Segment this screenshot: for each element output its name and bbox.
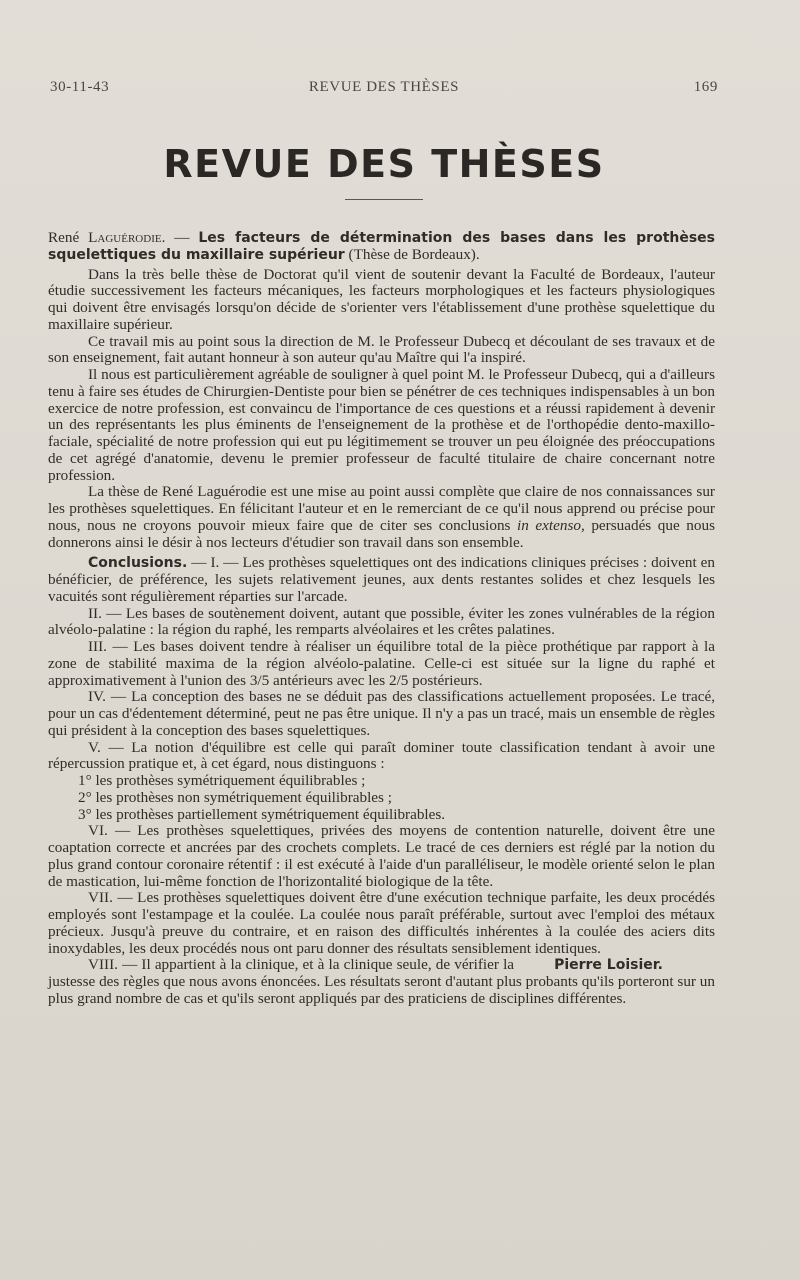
author-first-name: René (48, 229, 80, 246)
header-running-title: REVUE DES THÈSES (308, 79, 460, 95)
thesis-title: Les facteurs de détermination des bases dans les prothèses squelettiques du maxillaire supérieur (48, 230, 716, 263)
paragraph-text: persuadés que nous donnerons ainsi le désir à nos lecteurs d'étudier son travail dans son ensemble. (48, 516, 715, 551)
article-body (48, 230, 715, 1008)
paragraph-text: La thèse de René Laguérodie est une mise au point aussi complète que claire de nos connaissances sur les prothèses squelettiques. En félicitant l'auteur et en le remerciant de ce qu'il nous apprend ou précise pour nous, nous ne croyons pouvoir mieux faire que de citer ses conclusions (48, 483, 715, 534)
conclusion-item: II. — Les bases de soutènement doivent, autant que possible, éviter les zones vulnérables de la région alvéolo-palatine : la région du raphé, les remparts alvéolaires et les crêtes palatines. (48, 604, 715, 639)
page-number: 169 (693, 79, 718, 95)
section-title: REVUE DES THÈSES (163, 142, 605, 186)
conclusion-item (48, 957, 715, 1007)
title-divider (345, 199, 423, 200)
thesis-entry-heading (48, 230, 715, 264)
conclusion-text: VIII. — Il appartient à la clinique, et à la clinique seule, de vérifier la justesse des règles que nous avons énoncées. Les résultats seront d'autant plus probants qu'ils porteront sur un plus grand nombre de cas et qu'ils seront appliqués par des praticiens de disciplines différentes. (48, 956, 715, 1007)
conclusion-text: — I. — Les prothèses squelettiques ont des indications cliniques précises : doivent en bénéficier, de préférence, les sujets relativement jeunes, aux dents restantes solides et chez lesquels les vacuités sont régulièrement réparties sur l'arcade. (48, 554, 715, 605)
review-paragraph: Il nous est particulièrement agréable de souligner à quel point M. le Professeur Dubecq, qui a d'ailleurs tenu à faire ses études de Chirurgien-Dentiste pour bien se pénétrer de ces techniques indispensables à un bon exercice de notre profession, est convaincu de l'importance de ces questions et a réussi rapidement à devenir un des représentants les plus éminents de l'enseignement de la prothèse et de l'orthopédie dento-maxillo-faciale, spécialité de notre profession qui eut pu légitimement se trouver un peu éloignée des préoccupations de cet agrégé d'anatomie, devenu le premier professeur de faculté titulaire de chaire concernant notre profession. (48, 366, 715, 484)
review-paragraph (48, 484, 715, 551)
conclusion-item: V. — La notion d'équilibre est celle qui paraît dominer toute classification tendant à avoir une répercussion pratique et, à cet égard, nous distinguons : (48, 738, 715, 773)
signature: Pierre Loisier. (554, 957, 663, 974)
conclusion-item (48, 555, 715, 605)
list-item: 2° les prothèses non symétriquement équilibrables ; (78, 788, 392, 806)
header-date: 30-11-43 (50, 79, 110, 95)
running-header (50, 79, 718, 99)
review-paragraph: Dans la très belle thèse de Doctorat qu'il vient de soutenir devant la Faculté de Bordeaux, l'auteur étudie successivement les facteurs mécaniques, les facteurs morphologiques et les facteurs physiologiques qui doivent être envisagés lorsqu'on décide de s'orienter vers l'établissement d'une prothèse squelettique du maxillaire supérieur. (48, 265, 715, 333)
conclusion-item: III. — Les bases doivent tendre à réaliser un équilibre total de la pièce prothétique par rapport à la zone de stabilité maxima de la région alvéolo-palatine. Celle-ci est située sur la ligne du raphé et approximativement à l'union des 3/5 antérieurs avec les 2/5 postérieurs. (48, 638, 715, 689)
conclusion-item: IV. — La conception des bases ne se déduit pas des classifications actuellement proposées. Le tracé, pour un cas d'édentement déterminé, peut ne pas être unique. Il n'y a pas un tracé, mais un ensemble de règles qui président à la conception des bases squelettiques. (48, 688, 715, 739)
thesis-note: (Thèse de Bordeaux). (344, 245, 480, 263)
review-paragraph: Ce travail mis au point sous la direction de M. le Professeur Dubecq et découlant de ses travaux et de son enseignement, fait autant honneur à son auteur qu'au Maître qui l'a inspiré. (48, 332, 715, 367)
list-item: 1° les prothèses symétriquement équilibrables ; (78, 772, 366, 789)
conclusions-label: Conclusions. (88, 555, 188, 572)
author-last-name: Laguérodie. (88, 229, 166, 246)
list-item: 3° les prothèses partiellement symétriquement équilibrables. (78, 805, 446, 823)
latin-phrase: in extenso, (517, 516, 585, 534)
conclusion-item: VII. — Les prothèses squelettiques doivent être d'une exécution technique parfaite, les deux procédés employés sont l'estampage et la coulée. La coulée nous paraît préférable, surtout avec l'emploi des métaux précieux. Jusqu'à preuve du contraire, et en raison des difficultés inhérentes à la coulée des aciers dits inoxydables, les deux procédés nous ont paru donner des résultats sensiblement identiques. (48, 889, 715, 957)
entry-dash: — (165, 229, 199, 246)
conclusion-item: VI. — Les prothèses squelettiques, privées des moyens de contention naturelle, doivent être une coaptation correcte et ancrées par des crochets complets. Le tracé de ces derniers est réglé par la notion du plus grand contour coronaire rétentif : il est exécuté à l'aide d'un paralléliseur, le modèle orienté selon le plan de mastication, lui-même fonction de l'horizontalité biologique de la tête. (48, 822, 715, 890)
